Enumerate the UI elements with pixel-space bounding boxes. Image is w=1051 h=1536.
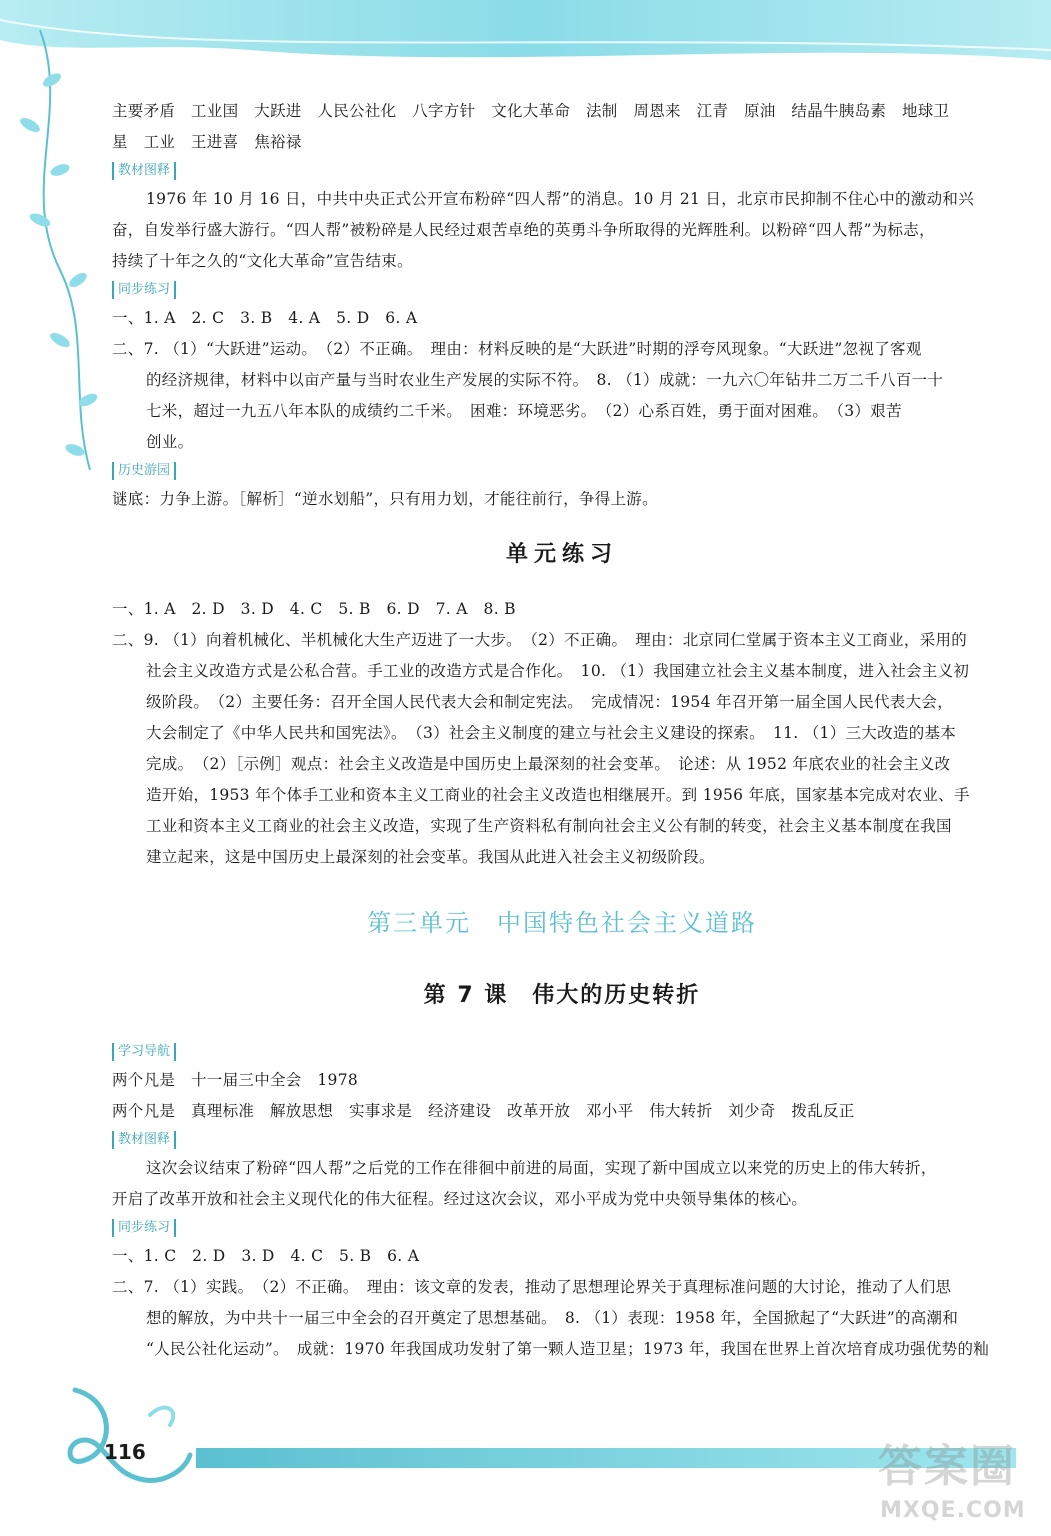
section-tag: 教材图释 (112, 162, 176, 180)
section-tag: 教材图释 (112, 1131, 176, 1149)
section-tag: 同步练习 (112, 281, 176, 299)
answer-line: 二、7. （1）“大跃进”运动。 （2）不正确。 理由：材料反映的是“大跃进”时期的浮夸风现象。“大跃进”忽视了客观 (112, 340, 922, 358)
answer-line: 建立起来，这是中国历史上最深刻的社会变革。我国从此进入社会主义初级阶段。 (146, 848, 715, 866)
answer-line: 大会制定了《中华人民共和国宪法》。 （3）社会主义制度的建立与社会主义建设的探索。 11. （1）三大改造的基本 (146, 724, 957, 742)
paragraph-line: 奋，自发举行盛大游行。“四人帮”被粉碎是人民经过艰苦卓绝的英勇斗争所取得的光辉胜利。以粉碎“四人帮”为标志， (112, 221, 935, 239)
answer-line: 工业和资本主义工商业的社会主义改造，实现了生产资料私有制向社会主义公有制的转变，社会主义基本制度在我国 (146, 817, 952, 835)
paragraph-line: 这次会议结束了粉碎“四人帮”之后党的工作在徘徊中前进的局面，实现了新中国成立以来党的历史上的伟大转折， (146, 1159, 937, 1177)
answer-line: 二、7. （1）实践。 （2）不正确。 理由：该文章的发表，推动了思想理论界关于真理标准问题的大讨论，推动了人们思 (112, 1278, 952, 1296)
watermark-url: MXQE.COM (880, 1498, 1026, 1523)
section-tag: 同步练习 (112, 1219, 176, 1237)
lesson-title: 第 7 课 伟大的历史转折 (423, 983, 701, 1008)
terms-line: 主要矛盾 工业国 大跃进 人民公社化 八字方针 文化大革命 法制 周恩来 江青 原油 结晶牛胰岛素 地球卫 (112, 102, 950, 120)
page-number: 116 (104, 1440, 146, 1464)
guide-line: 两个凡是 真理标准 解放思想 实事求是 经济建设 改革开放 邓小平 伟大转折 刘少奇 拨乱反正 (112, 1102, 855, 1120)
top-banner-decoration (0, 0, 1051, 90)
answer-line: 的经济规律，材料中以亩产量与当时农业生产发展的实际不符。 8. （1）成就：一九六〇年钻井二万二千八百一十 (146, 371, 944, 389)
answer-line: 一、1. A 2. D 3. D 4. C 5. B 6. D 7. A 8. B (112, 600, 516, 618)
paragraph-line: 持续了十年之久的“文化大革命”宣告结束。 (112, 252, 413, 270)
answer-line: 一、1. A 2. C 3. B 4. A 5. D 6. A (112, 309, 418, 327)
answer-line: 完成。 （2）［示例］观点：社会主义改造是中国历史上最深刻的社会变革。 论述：从 1952 年底农业的社会主义改 (146, 755, 951, 773)
guide-line: 两个凡是 十一届三中全会 1978 (112, 1071, 359, 1089)
watermark (870, 1430, 1040, 1530)
section-tag: 历史游园 (112, 462, 176, 480)
answer-line: 七米，超过一九五八年本队的成绩约二千米。 困难：环境恶劣。 （2）心系百姓，勇于面对困难。 （3）艰苦 (146, 402, 902, 420)
answer-line: 一、1. C 2. D 3. D 4. C 5. B 6. A (112, 1247, 420, 1265)
unit-exercise-title: 单元练习 (505, 542, 618, 567)
riddle-answer: 谜底：力争上游。［解析］“逆水划船”，只有用力划，才能往前行，争得上游。 (112, 490, 658, 508)
unit-three-title: 第三单元 中国特色社会主义道路 (367, 909, 757, 937)
answer-line: 级阶段。 （2）主要任务：召开全国人民代表大会和制定宪法。 完成情况：1954 年召开第一届全国人民代表大会， (146, 693, 953, 711)
section-tag: 学习导航 (112, 1043, 176, 1061)
paragraph-line: 开启了改革开放和社会主义现代化的伟大征程。经过这次会议，邓小平成为党中央领导集体的核心。 (112, 1190, 808, 1208)
answer-line: 二、9. （1）向着机械化、半机械化大生产迈进了一大步。 （2）不正确。 理由：北京同仁堂属于资本主义工商业，采用的 (112, 631, 968, 649)
answer-line: 创业。 (146, 433, 194, 451)
vine-decoration (0, 30, 110, 470)
paragraph-line: 1976 年 10 月 16 日，中共中央正式公开宣布粉碎“四人帮”的消息。10 月 21 日，北京市民抑制不住心中的激动和兴 (146, 190, 975, 208)
corner-swirl-decoration (55, 1380, 195, 1490)
answer-line: 社会主义改造方式是公私合营。手工业的改造方式是合作化。 10. （1）我国建立社会主义基本制度，进入社会主义初 (146, 662, 970, 680)
answer-line: “人民公社化运动”。 成就：1970 年我国成功发射了第一颗人造卫星；1973 年，我国在世界上首次培育成功强优势的籼 (146, 1340, 990, 1358)
answer-line: 造开始，1953 年个体手工业和资本主义工商业的社会主义改造也相继展开。到 1956 年底，国家基本完成对农业、手 (146, 786, 970, 804)
watermark-logo: 答案圈 (878, 1441, 1016, 1492)
terms-line: 星 工业 王进喜 焦裕禄 (112, 133, 302, 151)
page-content (112, 96, 1012, 1365)
answer-line: 想的解放，为中共十一届三中全会的召开奠定了思想基础。 8. （1）表现：1958 年，全国掀起了“大跃进”的高潮和 (146, 1309, 959, 1327)
